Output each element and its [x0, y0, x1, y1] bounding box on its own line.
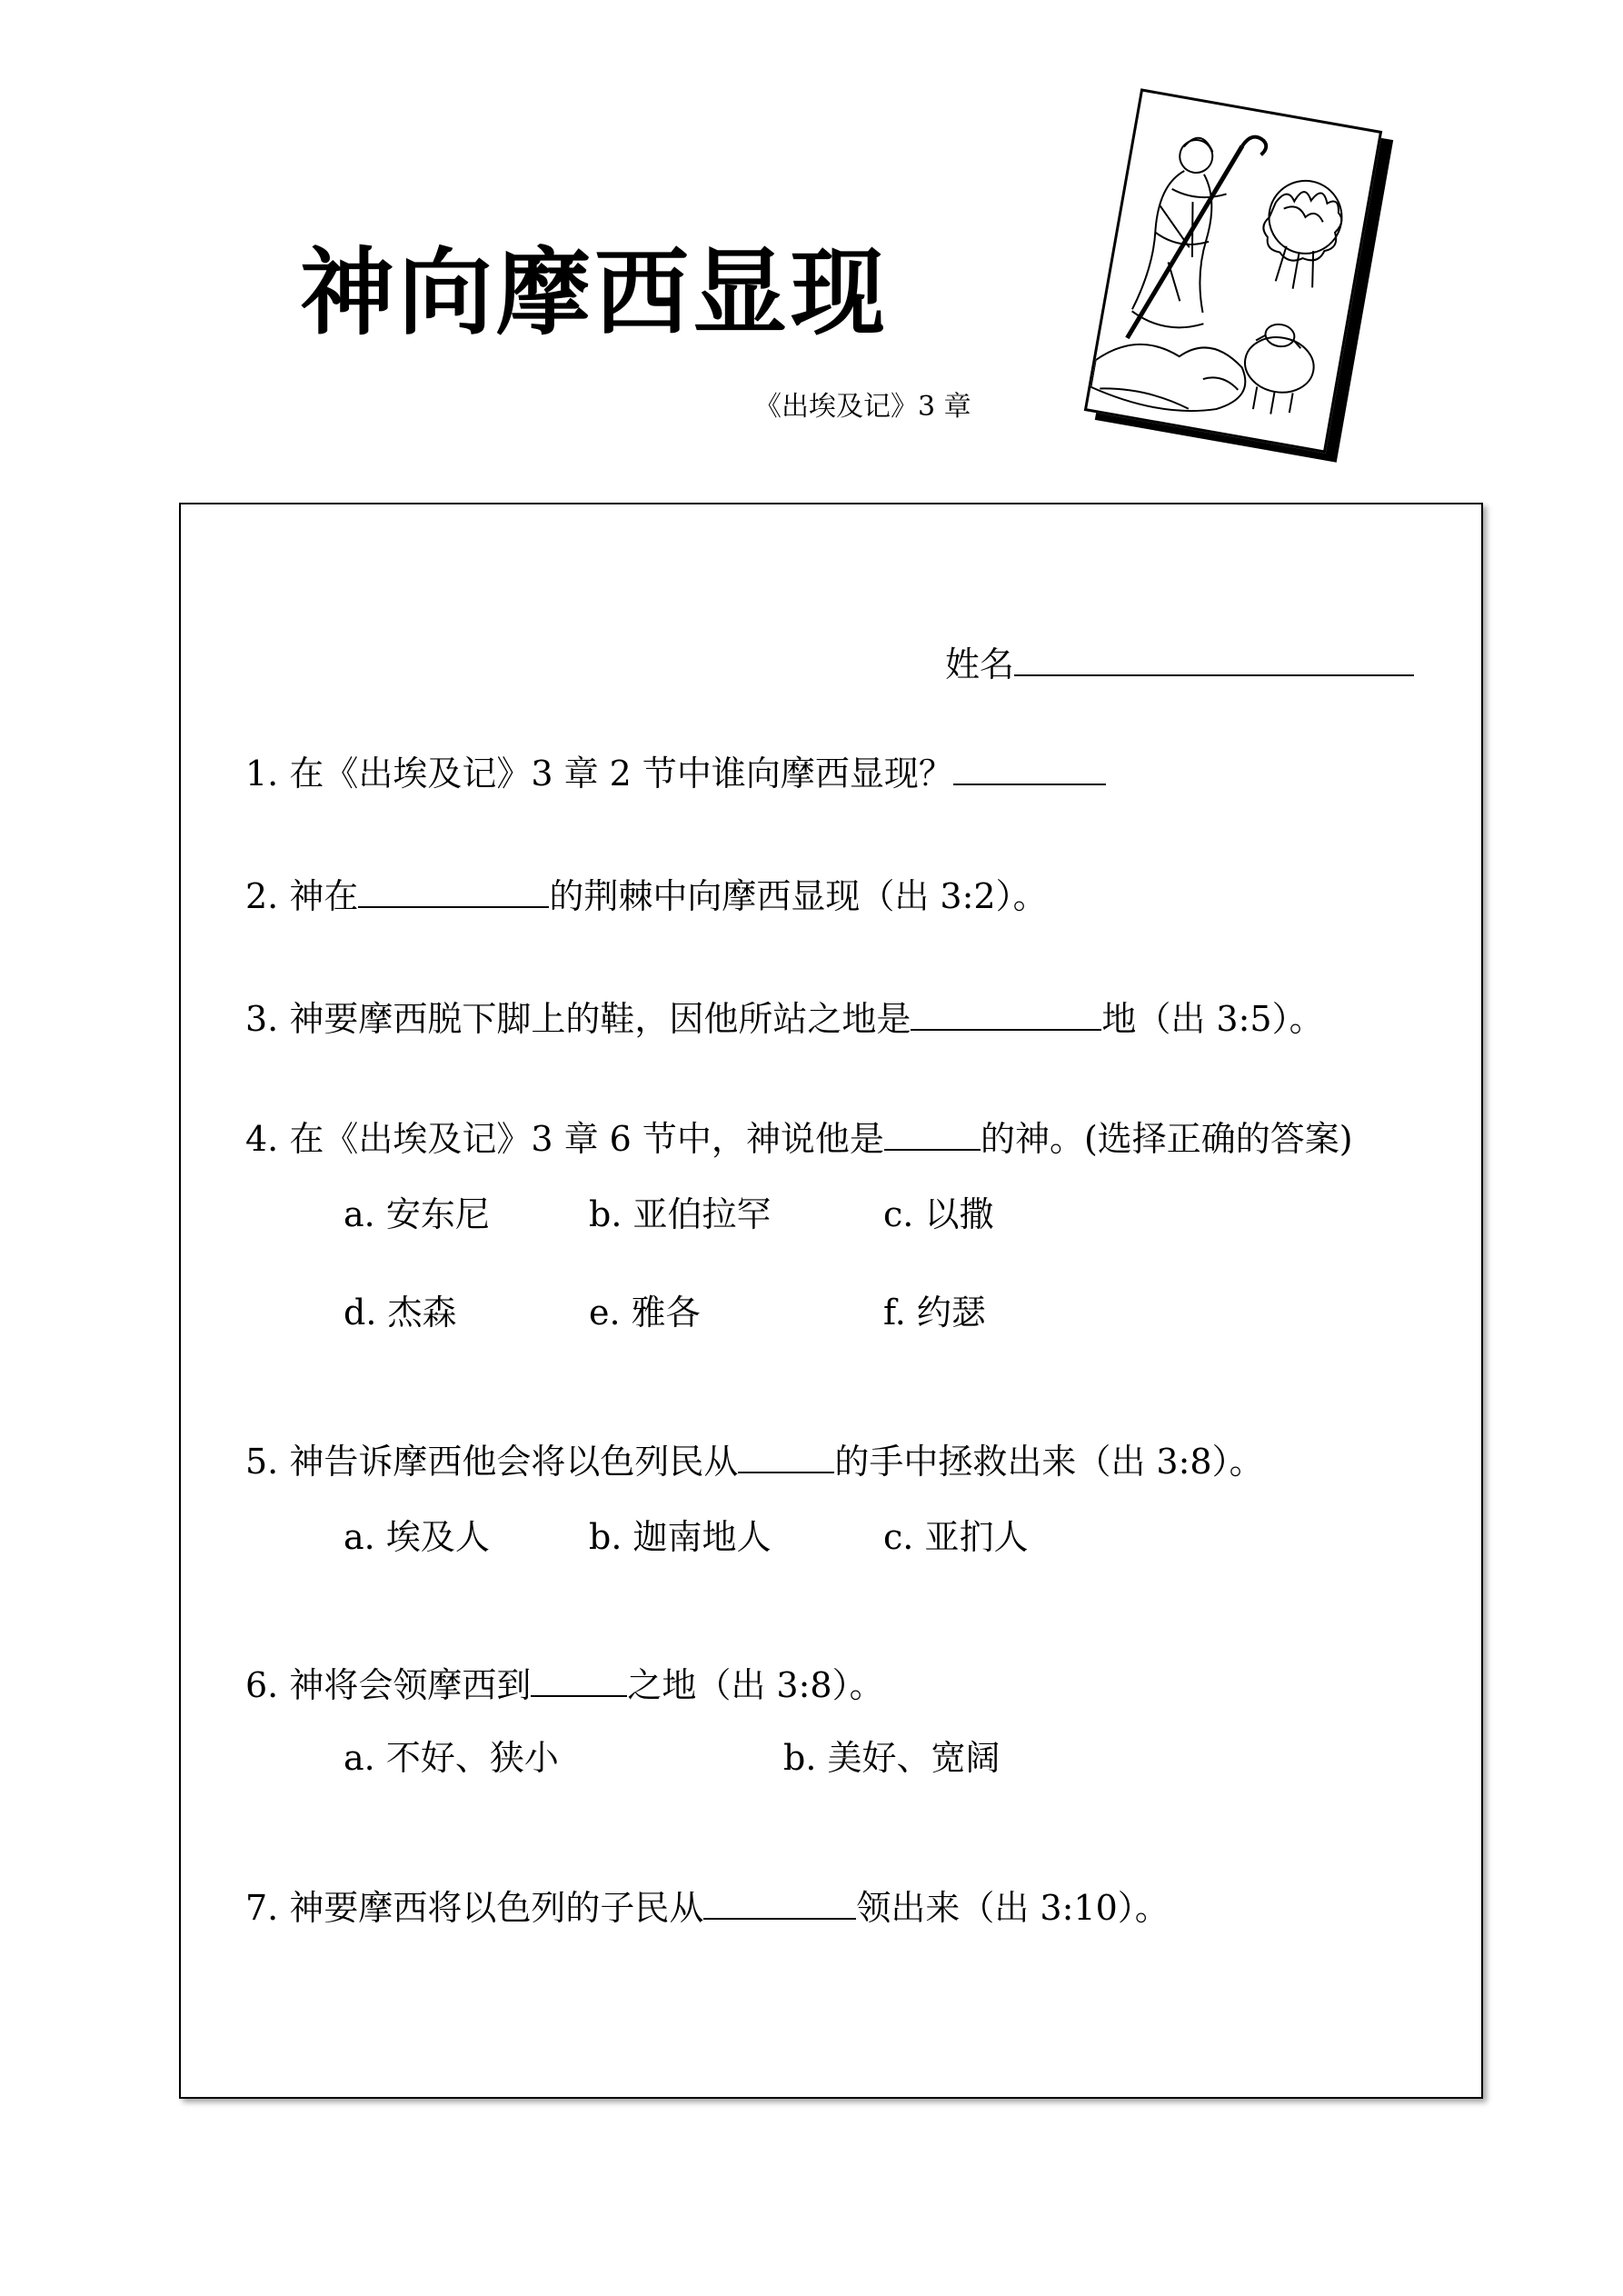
question-4 — [245, 1111, 1353, 1161]
question-2 — [245, 868, 1048, 918]
answer-blank-4[interactable] — [884, 1114, 981, 1151]
answer-blank-2[interactable] — [358, 872, 549, 908]
question-text: 3. 神要摩西脱下脚上的鞋，因他所站之地是 — [245, 999, 911, 1039]
answer-blank-6[interactable] — [531, 1661, 627, 1697]
question-text: 7. 神要摩西将以色列的子民从 — [245, 1888, 704, 1928]
question-text: 1. 在《出埃及记》3 章 2 节中谁向摩西显现？ — [245, 754, 953, 794]
option-6b[interactable]: b. 美好、宽阔 — [783, 1738, 1001, 1778]
question-text-after: 的神。(选择正确的答案) — [980, 1119, 1353, 1159]
option-4d[interactable]: d. 杰森 — [344, 1293, 457, 1333]
question-text: 4. 在《出埃及记》3 章 6 节中，神说他是 — [245, 1119, 884, 1159]
answer-blank-1[interactable] — [953, 749, 1106, 785]
option-4a[interactable]: a. 安东尼 — [344, 1194, 490, 1234]
option-5a[interactable]: a. 埃及人 — [344, 1517, 490, 1557]
name-field — [945, 636, 1414, 686]
name-blank[interactable] — [1014, 640, 1414, 676]
option-6a[interactable]: a. 不好、狭小 — [344, 1738, 559, 1778]
answer-blank-3[interactable] — [911, 994, 1101, 1031]
question-1 — [245, 745, 1106, 795]
question-text: 6. 神将会领摩西到 — [245, 1665, 532, 1705]
answer-blank-7[interactable] — [703, 1883, 856, 1920]
question-text: 2. 神在 — [245, 876, 359, 916]
question-6 — [245, 1657, 884, 1707]
worksheet-title: 神向摩西显现 — [300, 236, 890, 348]
answer-blank-5[interactable] — [738, 1437, 834, 1473]
option-4b[interactable]: b. 亚伯拉罕 — [589, 1194, 772, 1234]
question-text-after: 之地（出 3:8）。 — [627, 1665, 884, 1705]
option-5c[interactable]: c. 亚扪人 — [883, 1517, 1029, 1557]
question-text: 5. 神告诉摩西他会将以色列民从 — [245, 1442, 739, 1482]
question-5 — [245, 1433, 1264, 1483]
question-text-after: 领出来（出 3:10）。 — [856, 1888, 1170, 1928]
question-text-after: 的荆棘中向摩西显现（出 3:2）。 — [549, 876, 1048, 916]
question-text-after: 地（出 3:5）。 — [1101, 999, 1324, 1039]
question-3 — [245, 991, 1324, 1041]
option-4e[interactable]: e. 雅各 — [589, 1293, 701, 1333]
option-4f[interactable]: f. 约瑟 — [883, 1293, 986, 1333]
question-text-after: 的手中拯救出来（出 3:8）。 — [834, 1442, 1264, 1482]
option-4c[interactable]: c. 以撒 — [883, 1194, 994, 1234]
question-7 — [245, 1880, 1170, 1930]
option-5b[interactable]: b. 迦南地人 — [589, 1517, 772, 1557]
name-label: 姓名 — [945, 644, 1015, 684]
scripture-reference: 《出埃及记》3 章 — [754, 391, 971, 423]
